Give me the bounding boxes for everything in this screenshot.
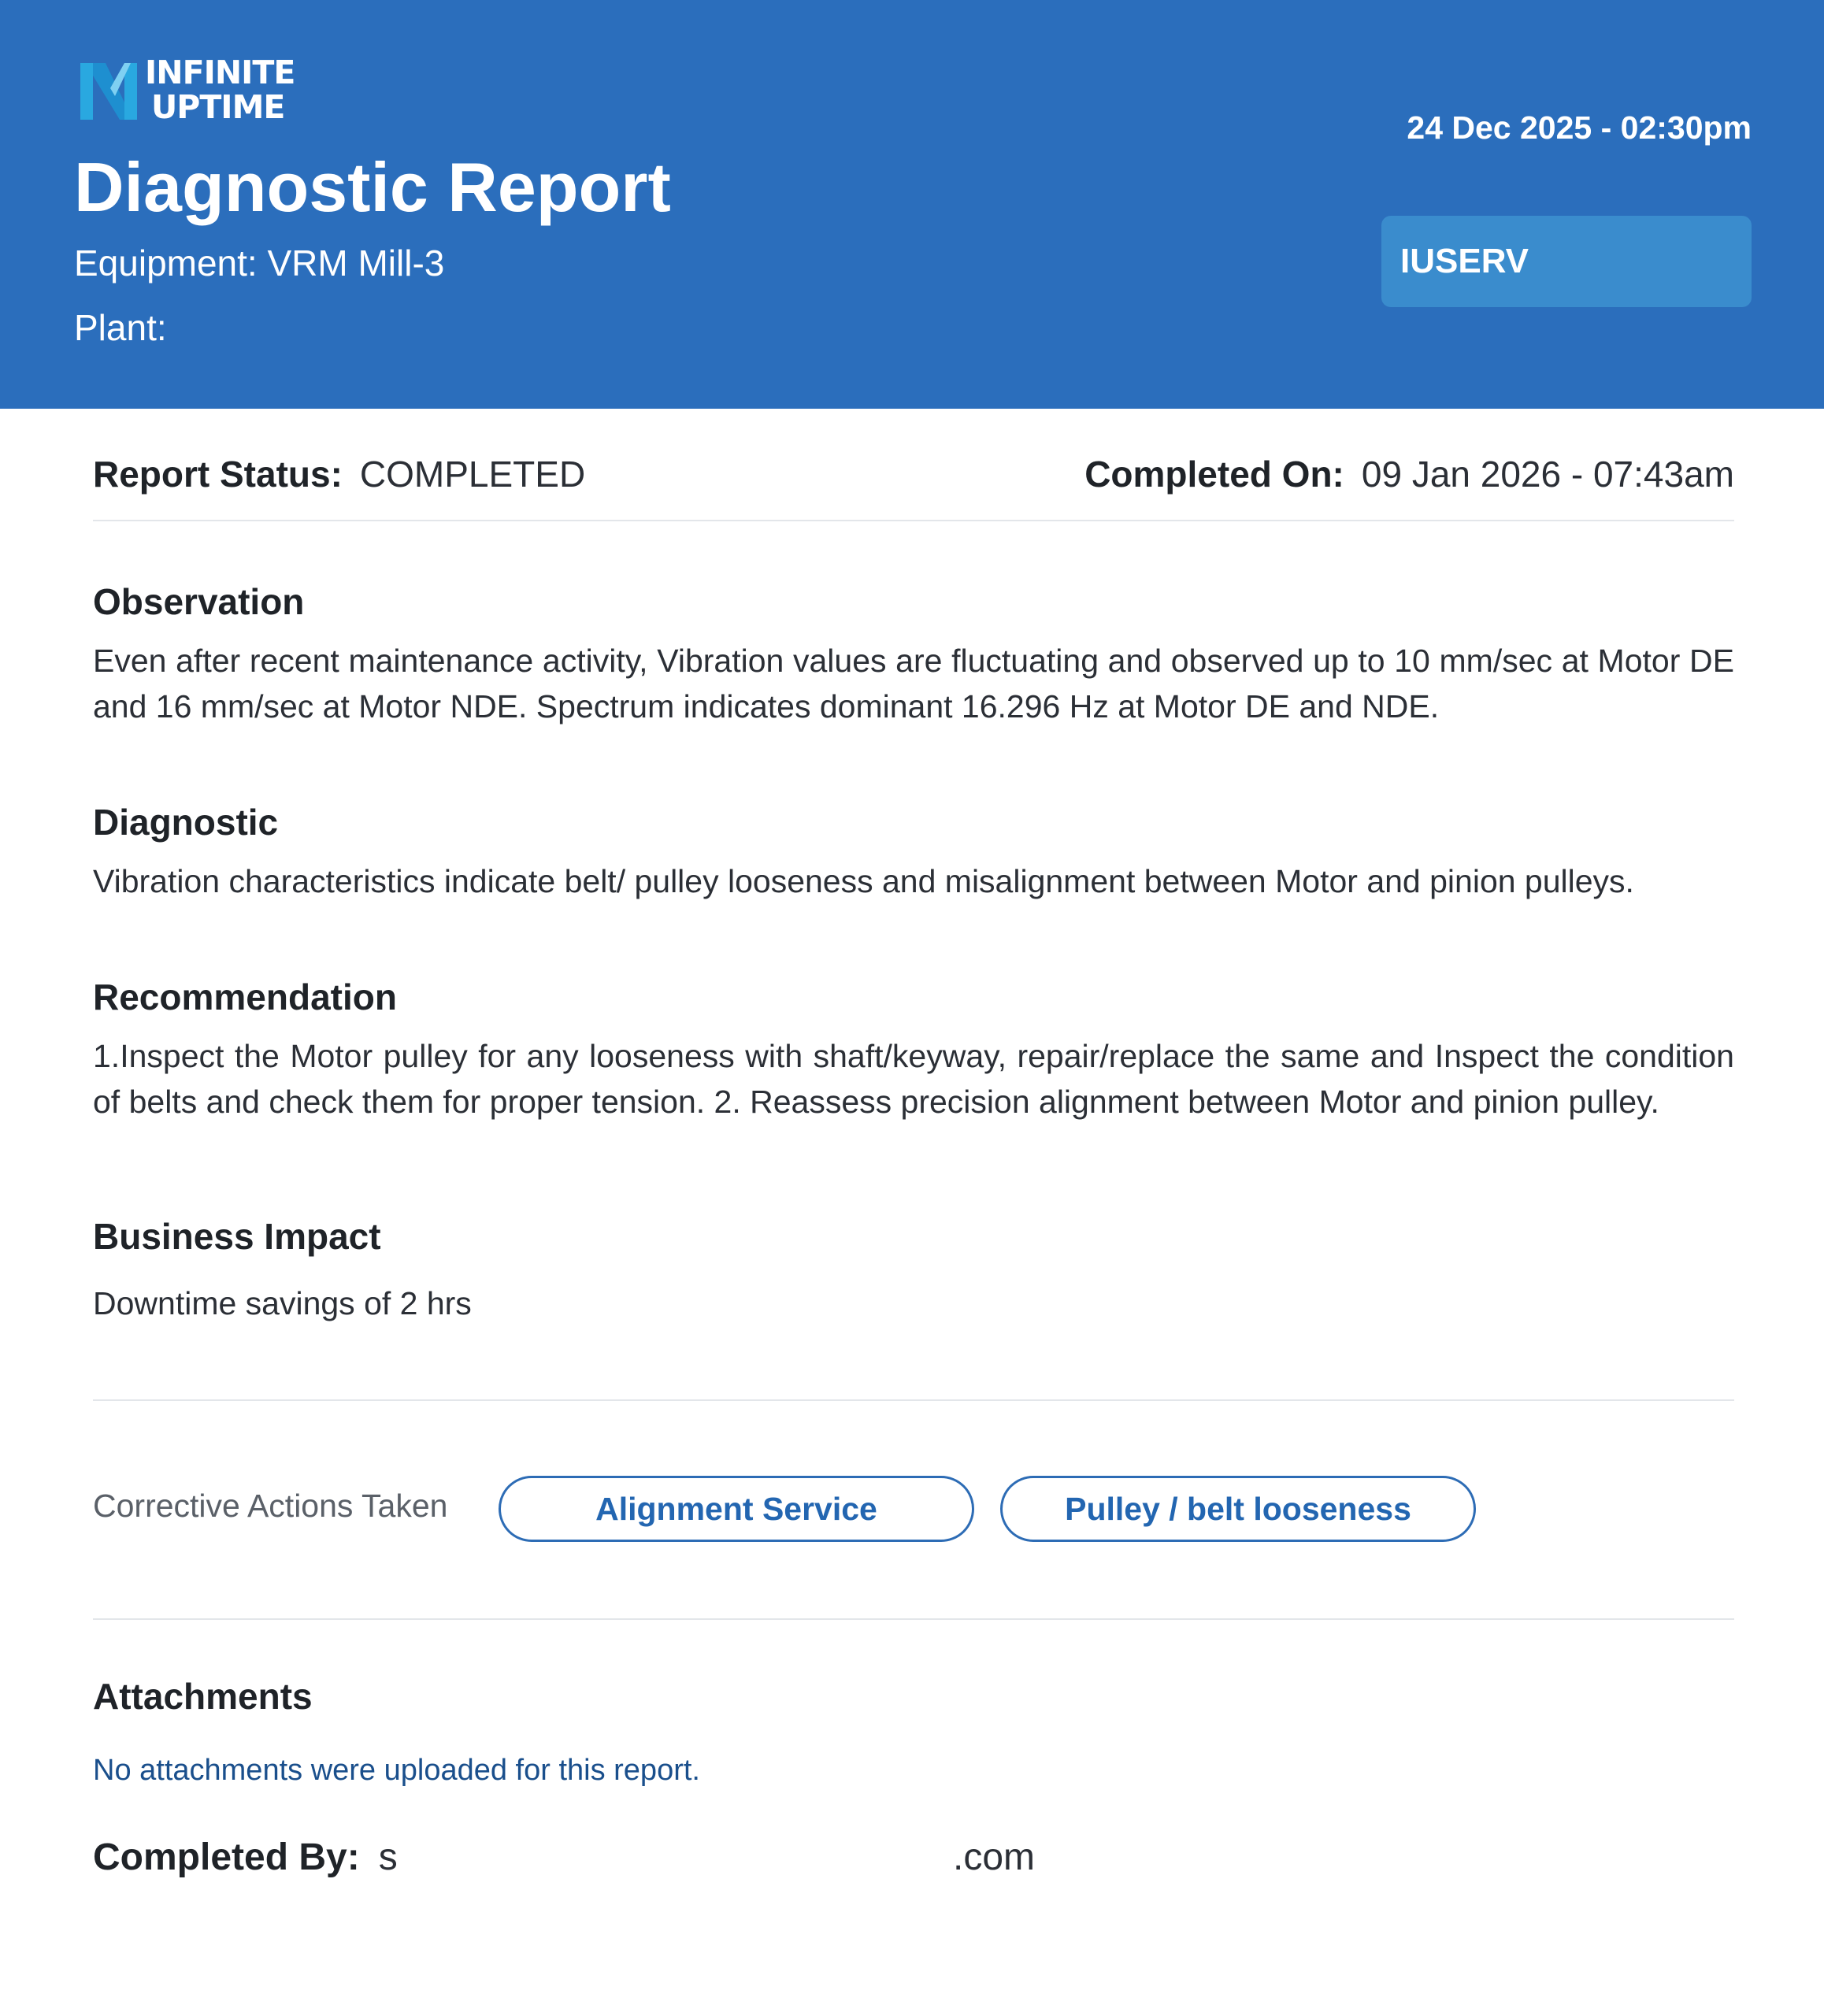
- logo-wordmark: [145, 55, 295, 124]
- report-status: [93, 446, 585, 502]
- recommendation-title: Recommendation: [93, 976, 397, 1017]
- business-impact-body: Downtime savings of 2 hrs: [93, 1285, 472, 1321]
- corrective-action-pulley-belt-looseness[interactable]: Pulley / belt looseness: [1000, 1476, 1476, 1542]
- diagnostic-title: Diagnostic: [93, 802, 279, 843]
- status-row: [93, 446, 1734, 521]
- recommendation-body: 1.Inspect the Motor pulley for any looseness with shaft/keyway, repair/replace the same and Inspect the condition of belts and check them for proper tension. 2. Reassess precision alignment between Motor and pinion pulley.: [93, 1038, 1734, 1120]
- completed-on-value: 09 Jan 2026 - 07:43am: [1361, 454, 1734, 495]
- logo-line-2: UPTIME: [151, 88, 285, 126]
- divider: [93, 1399, 1734, 1401]
- attachments-empty-note: No attachments were uploaded for this report.: [93, 1754, 700, 1787]
- completed-by: [93, 1832, 1036, 1884]
- diagnostic-body: Vibration characteristics indicate belt/ pulley looseness and misalignment between Motor and pinion pulleys.: [93, 863, 1634, 899]
- report-status-label: Report Status:: [93, 454, 343, 495]
- service-badge: IUSERV: [1381, 216, 1752, 307]
- observation-title: Observation: [93, 581, 305, 622]
- plant-label: Plant:: [74, 307, 167, 348]
- business-impact-title: Business Impact: [93, 1216, 381, 1257]
- report-datetime: 24 Dec 2025 - 02:30pm: [1407, 109, 1752, 146]
- completed-on: [1084, 446, 1734, 502]
- page-title: Diagnostic Report: [74, 148, 671, 226]
- company-logo: [79, 54, 295, 126]
- corrective-action-alignment-service[interactable]: Alignment Service: [499, 1476, 974, 1542]
- completed-by-label: Completed By:: [93, 1836, 360, 1878]
- report-header: [0, 0, 1824, 409]
- observation-body: Even after recent maintenance activity, Vibration values are fluctuating and observed up to 10 mm/sec at Motor DE and 16 mm/sec at Motor NDE. Spectrum indicates dominant 16.296 Hz at Motor DE and NDE.: [93, 643, 1734, 724]
- equipment-label: Equipment: VRM Mill-3: [74, 243, 445, 284]
- corrective-actions-label: Corrective Actions Taken: [93, 1488, 448, 1524]
- completed-on-label: Completed On:: [1084, 454, 1344, 495]
- report-status-value: COMPLETED: [359, 454, 586, 495]
- completed-by-user: s: [378, 1836, 398, 1878]
- logo-line-1: INFINITE: [145, 54, 295, 91]
- attachments-title: Attachments: [93, 1676, 313, 1717]
- infinite-uptime-logo-icon: [79, 57, 139, 123]
- completed-by-domain: .com: [953, 1836, 1036, 1878]
- divider: [93, 1618, 1734, 1620]
